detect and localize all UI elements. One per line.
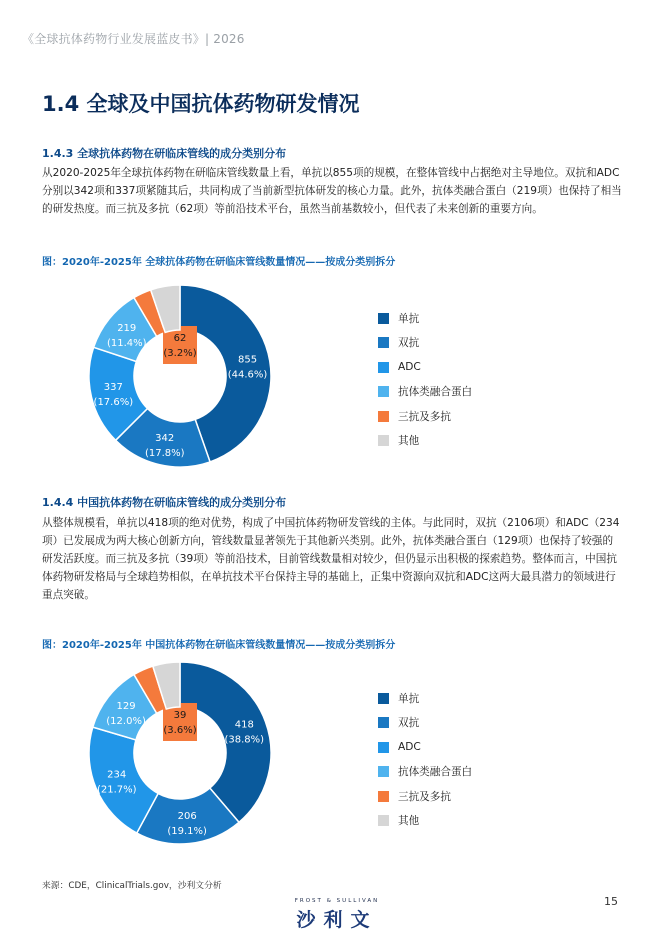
legend-item [378,784,472,809]
legend-label: ADC [398,361,421,374]
segment-percent-label: (11.4%) [106,337,147,349]
global-legend [378,306,472,453]
legend-item [378,686,472,711]
global-figure-caption: 图：2020年-2025年 全球抗体药物在研临床管线数量情况——按成分类别拆分 [42,257,396,268]
logo-chinese: 沙利文 [296,909,378,931]
legend-swatch [378,791,389,802]
legend-swatch [378,362,389,373]
legend-item [378,306,472,331]
segment-percent-label: (19.1%) [167,826,207,838]
china-paragraph [42,514,624,604]
segment-value-label: 418 [234,719,254,731]
page-number: 15 [604,895,618,908]
legend-label: 抗体类融合蛋白 [398,766,473,779]
segment-value-label: 62 [173,333,187,344]
global-line: 从2020-2025年全球抗体药物在研临床管线数量上看，单抗以855项的规模，在整体管线中占据绝对主导地位。双抗和ADC [42,167,620,179]
segment-value-label: 855 [237,354,258,366]
legend-item [378,404,472,429]
segment-value-label: 342 [155,432,175,444]
legend-item [378,331,472,356]
legend-item [378,355,472,380]
segment-value-label: 234 [107,769,127,781]
china-figure-caption: 图：2020年-2025年 中国抗体药物在研临床管线数量情况——按成分类别拆分 [42,640,396,651]
section-title: 1.4 全球及中国抗体药物研发情况 [42,92,360,116]
legend-label: 三抗及多抗 [398,410,451,423]
segment-percent-label: (38.8%) [224,734,265,746]
segment-value-label: 39 [173,710,187,721]
legend-swatch [378,717,389,728]
china-line: 从整体规模看，单抗以418项的绝对优势，构成了中国抗体药物研发管线的主体。与此同时，双抗（2106项）和ADC（234 [42,517,620,529]
legend-swatch [378,386,389,397]
legend-label: 单抗 [398,692,420,705]
legend-swatch [378,313,389,324]
global-line: 的研发热度。而三抗及多抗（62项）等前沿技术平台，虽然当前基数较小，但代表了未来创新的重要方向。 [42,203,543,215]
segment-percent-label: (17.8%) [144,447,185,459]
source-note: 来源：CDE，ClinicalTrials.gov，沙利文分析 [42,881,222,891]
legend-item [378,380,472,405]
legend-swatch [378,766,389,777]
legend-swatch [378,435,389,446]
legend-label: 其他 [398,435,420,448]
legend-label: 三抗及多抗 [398,790,451,803]
legend-item [378,429,472,454]
segment-value-label: 337 [103,381,123,393]
legend-label: 双抗 [398,337,420,350]
legend-swatch [378,742,389,753]
frost-sullivan-logo [282,898,392,932]
global-paragraph [42,164,624,218]
logo-english: FROST & SULLIVAN [294,898,380,904]
legend-item [378,809,472,834]
china-line: 研发活跃度。而三抗及多抗（39项）等前沿技术，目前管线数量相对较少，但仍显示出积极的探索趋势。整体而言，中国抗 [42,553,617,565]
segment-value-label: 129 [116,700,136,712]
segment-value-label: 219 [117,322,137,334]
china-subtitle: 1.4.4 中国抗体药物在研临床管线的成分类别分布 [42,496,287,509]
legend-item [378,711,472,736]
legend-label: 抗体类融合蛋白 [398,386,473,399]
global-donut-chart [80,276,280,476]
china-line: 重点突破。 [42,589,95,601]
segment-percent-label: (3.6%) [163,725,197,736]
legend-item [378,735,472,760]
segment-percent-label: (21.7%) [96,784,137,796]
legend-swatch [378,411,389,422]
segment-percent-label: (44.6%) [227,369,268,381]
china-line: 体药物研发格局与全球趋势相似，在单抗技术平台保持主导的基础上，正集中资源向双抗和ADC这两大最具潜力的领域进行 [42,571,616,583]
legend-swatch [378,815,389,826]
global-subtitle: 1.4.3 全球抗体药物在研临床管线的成分类别分布 [42,147,287,160]
china-legend [378,686,472,833]
segment-percent-label: (17.6%) [93,396,134,408]
segment-percent-label: (12.0%) [106,715,146,727]
legend-item [378,760,472,785]
legend-label: 其他 [398,815,420,828]
report-header: 《全球抗体药物行业发展蓝皮书》| 2026 [22,32,245,46]
legend-label: 单抗 [398,312,420,325]
segment-value-label: 206 [177,811,197,823]
china-line: 项）已发展成为两大核心创新方向，管线数量显著领先于其他新兴类别。此外，抗体类融合蛋白（129项）也保持了较强的 [42,535,614,547]
legend-label: 双抗 [398,717,420,730]
legend-swatch [378,693,389,704]
china-donut-chart [80,653,280,853]
global-line: 分别以342项和337项紧随其后，共同构成了当前新型抗体研发的核心力量。此外，抗体类融合蛋白（219项）也保持了相当 [42,185,622,197]
legend-label: ADC [398,741,421,754]
legend-swatch [378,337,389,348]
segment-percent-label: (3.2%) [163,348,197,359]
